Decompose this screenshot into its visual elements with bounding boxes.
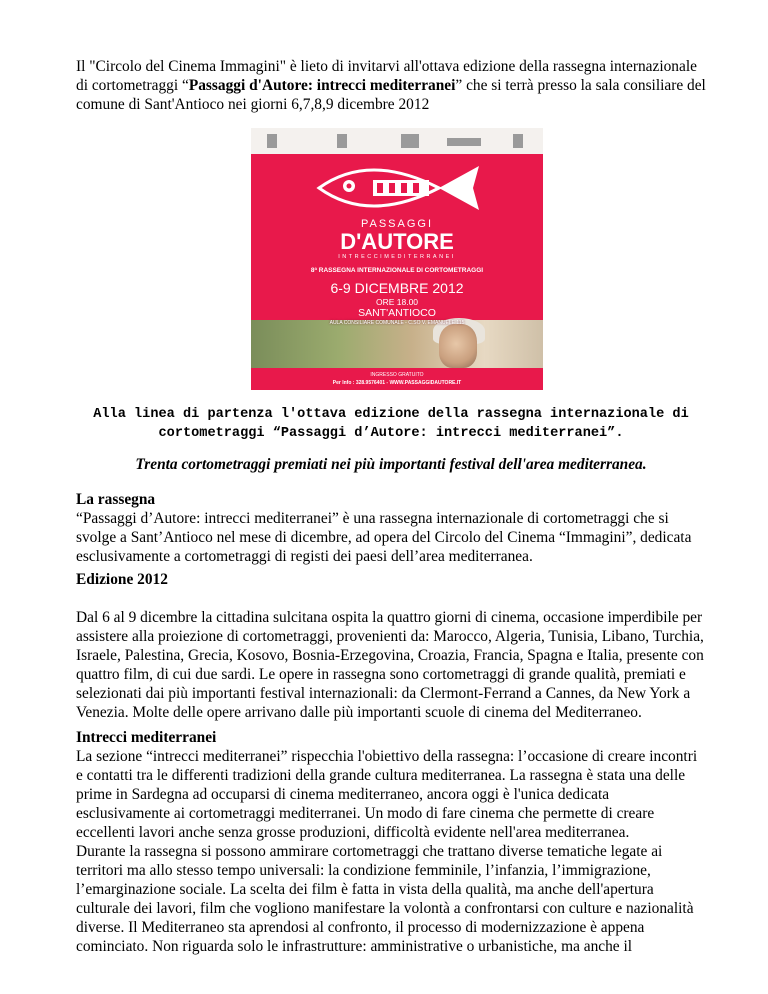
poster-photo-face [439,324,477,368]
sponsor-logo [337,134,347,148]
section-body-continued: Durante la rassegna si possono ammirare cortometraggi che trattano diverse tematiche legate ai territori ma allo stesso tempo universali: la condizione femminile, l’infanzia, l’immigrazione, l’emarginazione sociale. La scelta dei film è fatta in vista della qualità, ma anche dell'apertura culturale dei lavori, film che vogliono manifestare la volontà a confrontarsi con culture e nazionalità diverse. Il Mediterraneo sta aprendosi al confronto, il processo di modernizzazione è appena cominciato. Non riguarda solo le infrastrutture: amministrative o urbanistiche, ma anche il [76,843,694,955]
sponsor-logos-strip [251,128,543,154]
poster-dates: 6-9 DICEMBRE 2012 [330,280,464,296]
section-la-rassegna [76,490,706,566]
poster-brand-sub: INTRECCIMEDITERRANEI [338,254,456,260]
poster-venue: AULA CONSILIARE COMUNALE - C.SO V. EMANUELE 115 [329,320,465,326]
section-intrecci-mediterranei [76,728,706,956]
headline: Alla linea di partenza l'ottava edizione della rassegna internazionale di cortometraggi “Passaggi d’Autore: intrecci mediterranei”. [93,407,689,441]
poster-contact: Per Info : 328.9576401 - WWW.PASSAGGIDAUTORE.IT [332,380,462,386]
section-heading: Intrecci mediterranei [76,729,217,746]
fish-film-logo-icon [309,158,485,218]
sponsor-logo [513,134,523,148]
poster-brand-main: D'AUTORE [340,229,454,254]
subtitle: Trenta cortometraggi premiati nei più importanti festival dell'area mediterranea. [135,456,647,473]
section-heading: Edizione 2012 [76,571,168,588]
intro-text-end: ” che si terrà presso la sala consiliare del comune di Sant'Antioco nei giorni 6,7,8,9 dicembre 2012 [76,77,706,113]
poster-time: ORE 18.00 [375,297,419,307]
poster-brand-top: PASSAGGI [360,218,434,230]
sponsor-logo [267,134,277,148]
section-body: La sezione “intrecci mediterranei” rispecchia l'obiettivo della rassegna: l’occasione di creare incontri e contatti tra le differenti tradizioni della grande cultura mediterranea. La rassegna è stata una delle prime in Sardegna ad occuparsi di cinema mediterraneo, ancora oggi è l'unica dedicata esclusivamente ai cortometraggi mediterranei. Un modo di fare cinema che permette di creare eccellenti lavori anche senza grosse produzioni, difficoltà evidente nell'area mediterranea. [76,748,698,841]
poster-city: SANT'ANTIOCO [358,307,436,319]
section-body: Dal 6 al 9 dicembre la cittadina sulcitana ospita la quattro giorni di cinema, occasione imperdibile per assistere alla proiezione di cortometraggi, provenienti da: Marocco, Algeria, Tunisia, Libano, Turchia, Israele, Palestina, Grecia, Kosovo, Bosnia-Erzegovina, Croazia, Francia, Spagna e Italia, presente con quattro film, di cui due sardi. Le opere in rassegna sono cortometraggi di grande qualità, premiati e selezionati dai più importanti festival internazionali: da Clermont-Ferrand a Cannes, da New York a Venezia. Molte delle opere arrivano dalle più importanti scuole di cinema del Mediterraneo. [76,609,704,721]
intro-paragraph [76,57,706,114]
intro-festival-name: Passaggi d'Autore: intrecci mediterranei [188,77,456,94]
poster-entry: INGRESSO GRATUITO [370,372,424,378]
poster-photo [251,320,543,368]
section-body: “Passaggi d’Autore: intrecci mediterranei” è una rassegna internazionale di cortometraggi che si svolge a Sant’Antioco nel mese di dicembre, ad opera del Circolo del Cinema “Immagini”, dedicata esclusivamente a cortometraggi di registi dei paesi dell’area mediterranea. [76,510,692,565]
section-edizione-2012 [76,570,706,722]
intro-text-start: Il "Circolo del Cinema Immagini" è lieto di invitarvi all'ottava edizione della rassegna internazionale di cortometraggi “ [76,58,697,94]
sponsor-logo [401,134,419,148]
festival-poster [251,128,543,390]
poster-edition: 8ª RASSEGNA INTERNAZIONALE DI CORTOMETRAGGI [310,267,484,274]
sponsor-logo [447,138,481,146]
section-heading: La rassegna [76,491,156,508]
